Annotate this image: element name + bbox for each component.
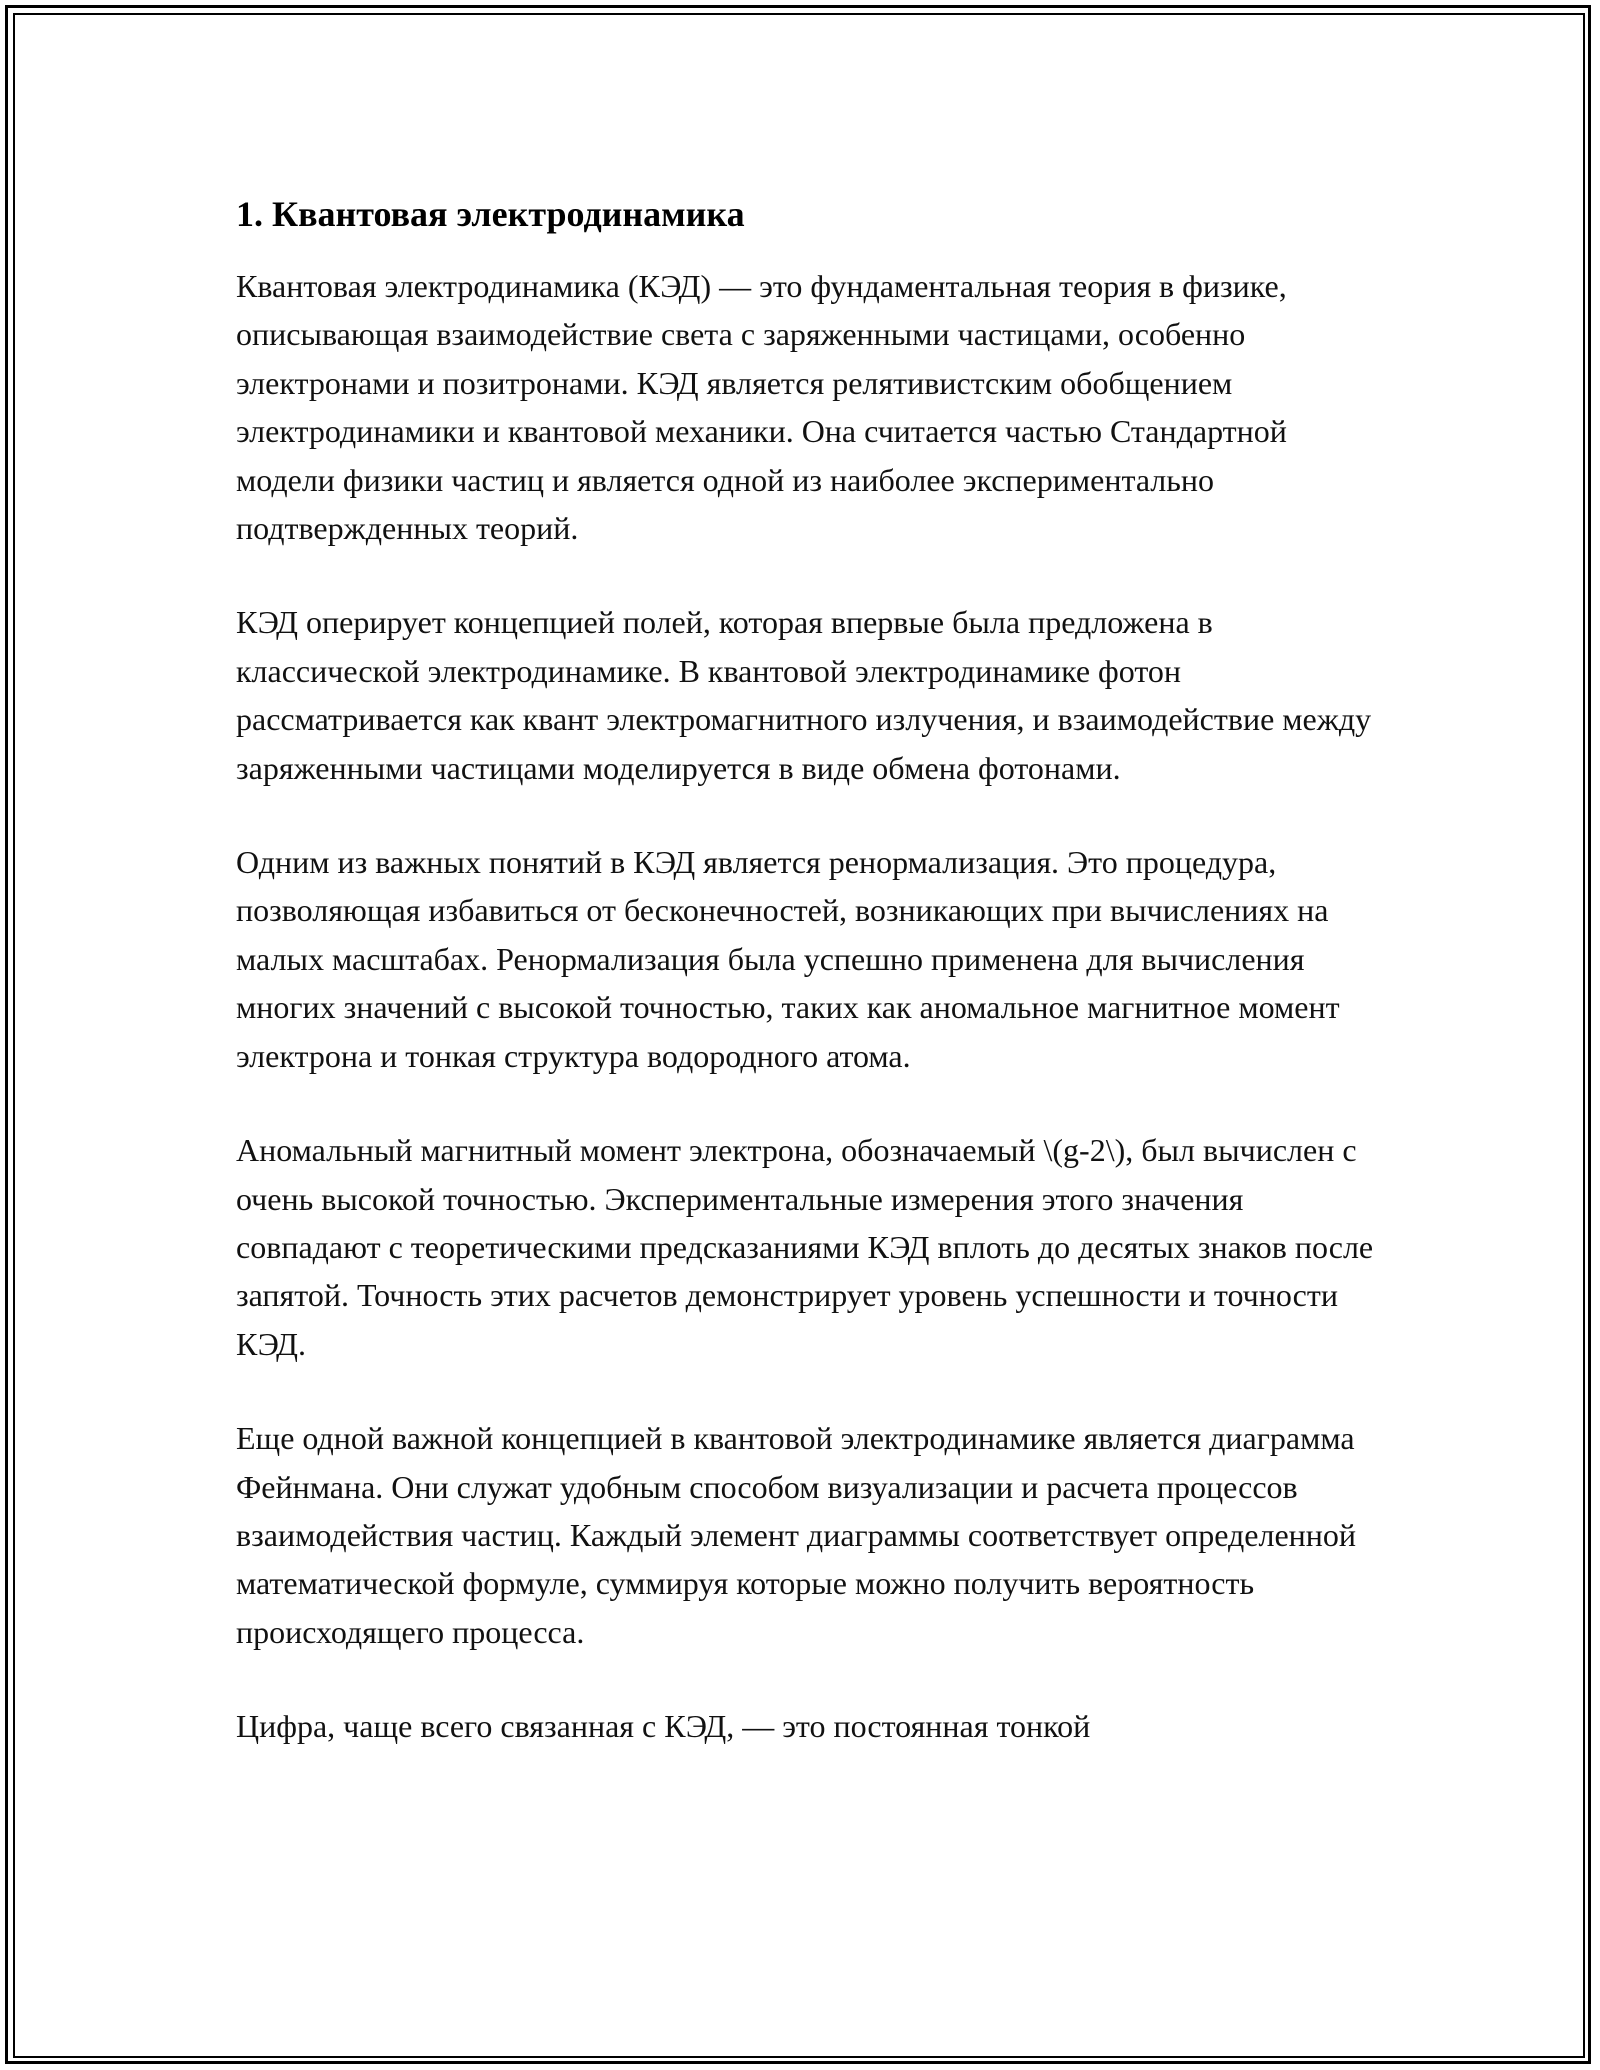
- paragraph-qed-definition: Квантовая электродинамика (КЭД) — это фундаментальная теория в физике, описывающая взаимодействие света с заряженными частицами, особенно электронами и позитронами. КЭД является релятивистским обобщением электродинамики и квантовой механики. Она считается частью Стандартной модели физики частиц и является одной из наиболее экспериментально подтвержденных теорий.: [236, 268, 1287, 547]
- paragraph-anomalous-moment: Аномальный магнитный момент электрона, обозначаемый \(g-2\), был вычислен с очень высокой точностью. Экспериментальные измерения этого значения совпадают с теоретическими предсказаниями КЭД вплоть до десятых знаков после запятой. Точность этих расчетов демонстрирует уровень успешности и точности КЭД.: [236, 1132, 1374, 1362]
- paragraph-renormalization: Одним из важных понятий в КЭД является ренормализация. Это процедура, позволяющая избавиться от бесконечностей, возникающих при вычислениях на малых масштабах. Ренормализация была успешно применена для вычисления многих значений с высокой точностью, таких как аномальное магнитное момент электрона и тонкая структура водородного атома.: [236, 844, 1340, 1074]
- document-body: [236, 186, 1376, 1797]
- section-heading: 1. Квантовая электродинамика: [236, 194, 745, 234]
- paragraph-fine-structure: Цифра, чаще всего связанная с КЭД, — это постоянная тонкой: [236, 1708, 1091, 1745]
- paragraph-field-concept: КЭД оперирует концепцией полей, которая впервые была предложена в классической электродинамике. В квантовой электродинамике фотон рассматривается как квант электромагнитного излучения, и взаимодействие между заряженными частицами моделируется в виде обмена фотонами.: [236, 604, 1372, 786]
- paragraph-feynman-diagrams: Еще одной важной концепцией в квантовой электродинамике является диаграмма Фейнмана. Они служат удобным способом визуализации и расчета процессов взаимодействия частиц. Каждый элемент диаграммы соответствует определенной математической формуле, суммируя которые можно получить вероятность происходящего процесса.: [236, 1420, 1357, 1650]
